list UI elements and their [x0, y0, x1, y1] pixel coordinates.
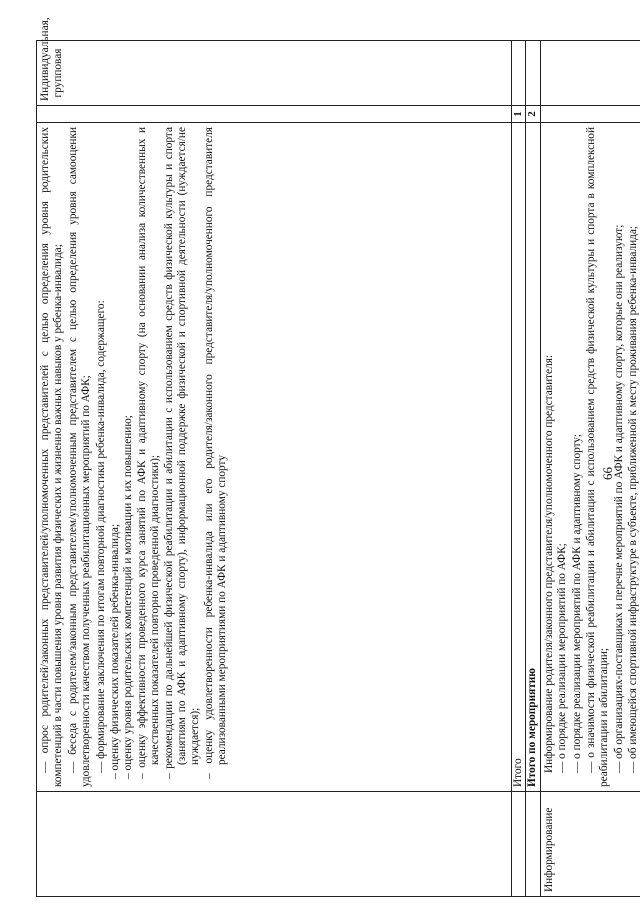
empty-cell: [37, 106, 512, 123]
itogo-mer-label: Итого по мероприятию: [526, 123, 540, 792]
list-item: — беседа с родителем/законным представителем/уполномоченным представителем с целью определения уровня самооценки удовлетворенности качеством полученных реабилитационных мероприятий по АФК;: [66, 127, 93, 787]
table-row: [526, 41, 540, 897]
table-row: [512, 41, 526, 897]
table-row: [37, 41, 512, 897]
empty-cell: [526, 41, 540, 106]
list-item: — о значимости физической реабилитации и абилитации с использованием средств физической культуры и спорта в комплексной реабилитации и абилитации;: [585, 127, 611, 787]
list-item: — об организациях-поставщиках и перечне мероприятий по АФК и адаптивному спорту, которые они реализуют;: [612, 224, 625, 773]
informing-cell: [540, 123, 640, 792]
list-item: — о порядке реализации мероприятий по АФК и адаптивному спорту;: [570, 433, 583, 773]
sub-item: – оценку удовлетворенности ребенка-инвалида или его родителя/законного представителя/уполномоченного представителя реализованными мероприятиями по АФК и адаптивному спорту: [202, 127, 229, 779]
diagnostics-cell: [37, 123, 512, 792]
itogo-label: Итого: [512, 123, 526, 792]
sub-item: – оценку физических показателей ребенка-инвалида;: [109, 524, 122, 779]
sub-item: – оценку эффективности проведенного курса занятий по АФК и адаптивному спорту (на основании анализа количественных и качественных показателей повторно проведенной диагностики);: [135, 127, 162, 779]
informing-header: Информирование родителя/законного представителя/уполномоченного представителя:: [542, 354, 555, 773]
empty-cell: [526, 792, 540, 897]
sub-item: – рекомендации по дальнейшей физической реабилитации и абилитации с использованием средств физической культуры и спорта (занятиям по АФК и адаптивному спорту), информационной поддержке физической и спортивной деятельности (нуждается/не нуждается);: [162, 127, 202, 779]
list-item: — о порядке реализации мероприятий по АФК;: [556, 543, 569, 773]
rehab-table: [36, 17, 640, 897]
table-row: [540, 41, 640, 897]
itogo-mer-number: 2: [526, 106, 540, 123]
list-item: — формирование заключения по итогам повторной диагностики ребенка-инвалида, содержащего:: [94, 300, 107, 773]
empty-cell: [512, 792, 526, 897]
empty-cell: [540, 41, 640, 106]
form-cell: Индивидуальная, групповая: [37, 41, 512, 106]
itogo-number: 1: [512, 106, 526, 123]
sub-item: – оценку уровня родительских компетенций и мотивации к их повышению;: [122, 415, 135, 779]
empty-cell: [540, 106, 640, 123]
page-number: 66: [600, 467, 615, 480]
activity-name: Информирование: [540, 792, 640, 897]
empty-cell: [512, 41, 526, 106]
list-item: — об имеющейся спортивной инфраструктуре в субъекте, приближенной к месту проживания ребенка-инвалида;: [627, 225, 640, 773]
empty-cell: [37, 792, 512, 897]
list-item: — опрос родителей/законных представителей/уполномоченных представителей с целью определения уровня родительских компетенций в части повышения уровня развития физических и жизненно важных навыков у ребенка-инвалида;: [39, 127, 65, 787]
